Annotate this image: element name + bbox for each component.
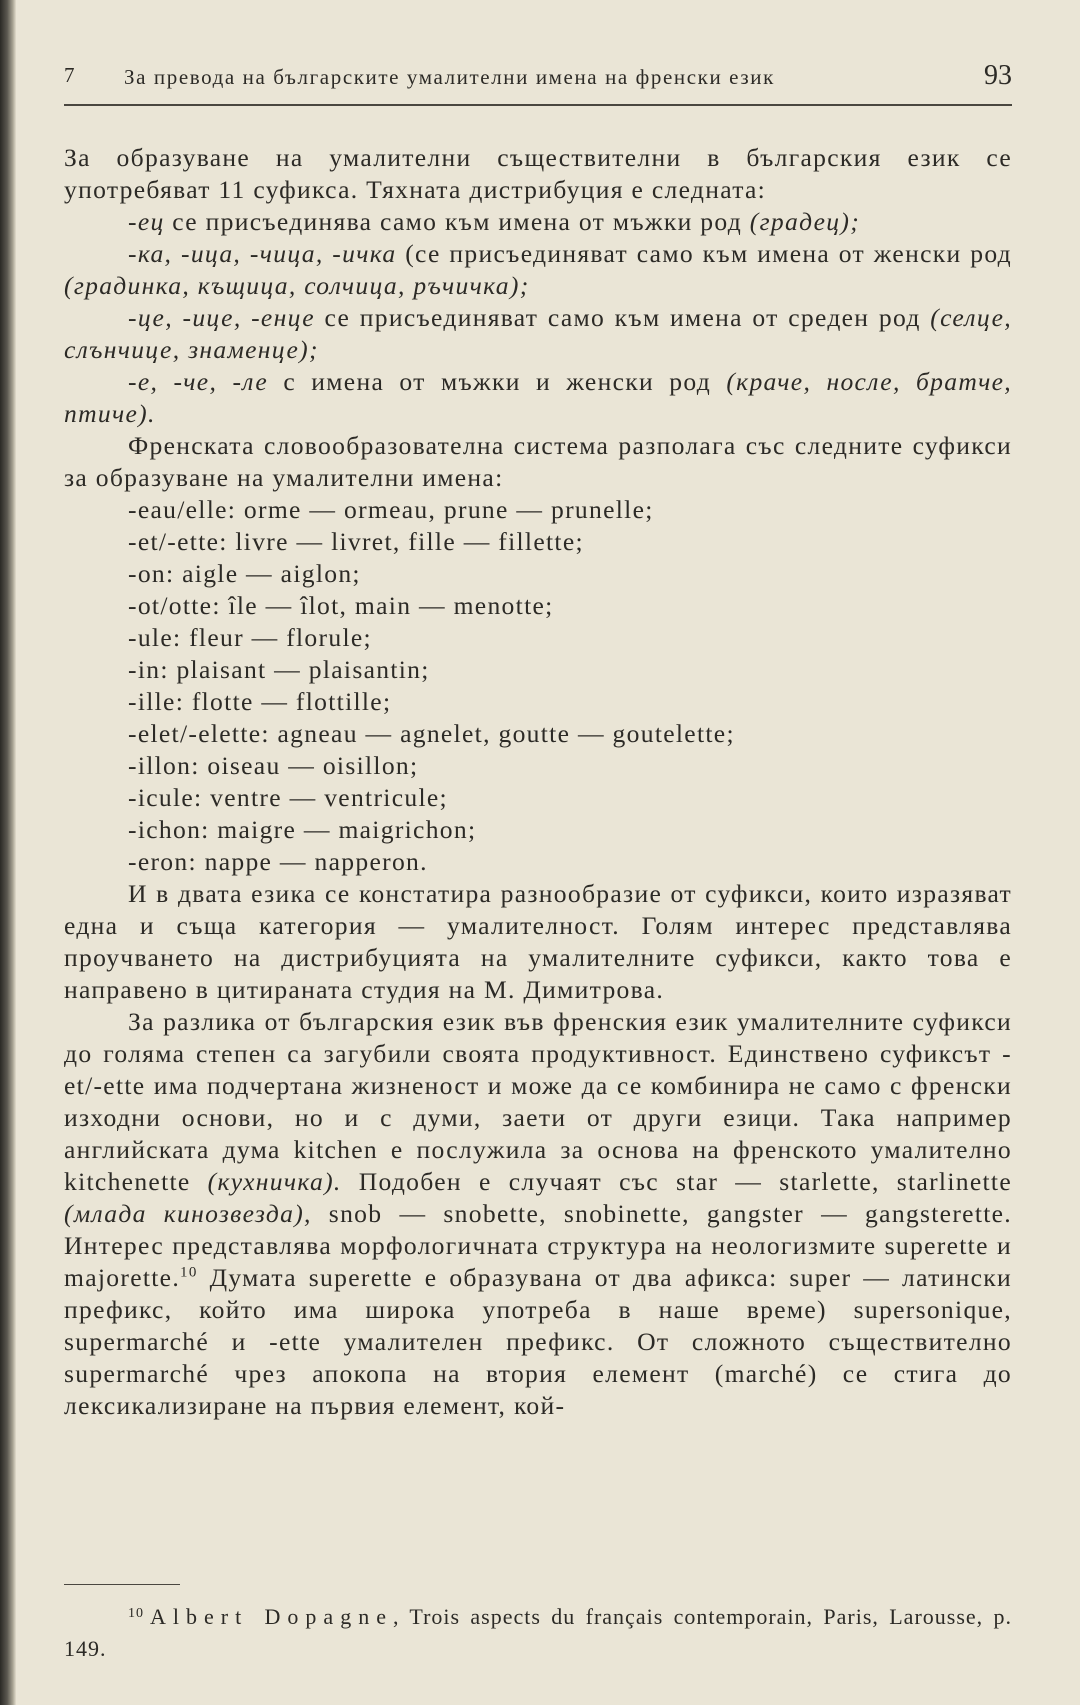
list-item: -ule: fleur — florule; bbox=[128, 623, 372, 652]
suffix: -ец bbox=[128, 207, 165, 236]
footnote-author: Albert Dopagne bbox=[150, 1604, 393, 1629]
footnote-number: 10 bbox=[128, 1606, 144, 1621]
footnote bbox=[64, 1598, 1012, 1665]
main-text bbox=[64, 142, 1012, 1422]
entry-text: (се присъединяват само към имена от женски род bbox=[396, 239, 1012, 268]
text-run: Думата superette е образувана от два афикса: super — латински префикс, който има широка употреба в наше време) supersonique, supermarché и -ette умалителен префикс. От сложното съществително supermarché чрез апокопа на втория елемент (marché) се стига до лексикализиране на първия елемент, кой- bbox=[64, 1263, 1012, 1420]
gloss: (кухничка). bbox=[207, 1167, 342, 1196]
header-rule bbox=[64, 104, 1012, 106]
bg-suffix-entry bbox=[64, 366, 1012, 430]
suffix: -е, -че, -ле bbox=[128, 367, 269, 396]
footnote-ref: 10 bbox=[180, 1264, 198, 1281]
examples: (краче, носле, братче, птиче). bbox=[64, 367, 1012, 428]
paragraph: Френската словообразователна система разполага със следните суфикси за образуване на умалителни имена: bbox=[64, 431, 1012, 492]
footnote-text: , Trois aspects du français contemporain, Paris, Larousse, p. 149. bbox=[64, 1604, 1012, 1661]
list-item: -elet/-elette: agneau — agnelet, goutte — goutelette; bbox=[128, 719, 735, 748]
entry-text: се присъединяват само към имена от среден род bbox=[314, 303, 931, 332]
examples: (селце, слънчице, знаменце); bbox=[64, 303, 1012, 364]
paragraph: И в двата езика се констатира разнообразие от суфикси, които изразяват една и съща категория — умалителност. Голям интерес представлява проучването на дистрибуцията на умалителните суфикси, както това е направено в цитираната студия на М. Димитрова. bbox=[64, 879, 1012, 1004]
text-run: snob — snobette, snobinette, gangster — gangsterette. Интерес представлява морфологичната структура на неологизмите superette и majorette. bbox=[64, 1199, 1013, 1292]
list-item: -on: aigle — aiglon; bbox=[128, 559, 361, 588]
entry-text: се присъединява само към имена от мъжки род bbox=[164, 207, 750, 236]
gloss: (млада кинозвезда), bbox=[64, 1199, 312, 1228]
list-item: -in: plaisant — plaisantin; bbox=[128, 655, 430, 684]
paragraph bbox=[64, 1006, 1012, 1422]
bg-suffix-entry bbox=[64, 238, 1012, 302]
bg-suffix-entry bbox=[64, 206, 1012, 238]
text-run: За разлика от българския език във френския език умалителните суфикси до голяма степен са загубили своята продуктивност. Единствено суфиксът -et/-ette има подчертана жизненост и може да се комбинира не само с френски изходни основи, но и с думи, заети от други езици. Така например английската дума kitchen е послужила за основа на френското умалително kitchenette bbox=[64, 1007, 1012, 1196]
page-number: 93 bbox=[984, 60, 1012, 91]
running-header bbox=[64, 60, 1012, 100]
list-item: -ille: flotte — flottille; bbox=[128, 687, 392, 716]
french-suffix-list bbox=[64, 494, 1012, 878]
list-item: -ot/otte: île — îlot, main — menotte; bbox=[128, 591, 554, 620]
suffix: -ка, -ица, -чица, -ичка bbox=[128, 239, 397, 268]
suffix: -це, -ице, -енце bbox=[128, 303, 315, 332]
examples: (градец); bbox=[749, 207, 861, 236]
running-title: За превода на българските умалителни имена на френски език bbox=[124, 65, 775, 89]
list-item: -icule: ventre — ventricule; bbox=[128, 783, 448, 812]
signature-mark: 7 bbox=[64, 63, 76, 87]
examples: (градинка, къщица, солчица, ръчичка); bbox=[64, 271, 530, 300]
list-item: -illon: oiseau — oisillon; bbox=[128, 751, 419, 780]
list-item: -eau/elle: orme — ormeau, prune — prunelle; bbox=[128, 495, 654, 524]
text-run: Подобен е случаят със star — starlette, starlinette bbox=[341, 1167, 1012, 1196]
footnote-rule bbox=[64, 1584, 180, 1585]
bg-suffix-entry bbox=[64, 302, 1012, 366]
list-item: -ichon: maigre — maigrichon; bbox=[128, 815, 477, 844]
entry-text: с имена от мъжки и женски род bbox=[268, 367, 727, 396]
book-spine-shadow bbox=[0, 0, 16, 1705]
paragraph: За образуване на умалителни съществителни в българския език се употребяват 11 суфикса. Тяхната дистрибуция е следната: bbox=[64, 143, 1012, 204]
list-item: -eron: nappe — napperon. bbox=[128, 847, 428, 876]
list-item: -et/-ette: livre — livret, fille — fillette; bbox=[128, 527, 584, 556]
